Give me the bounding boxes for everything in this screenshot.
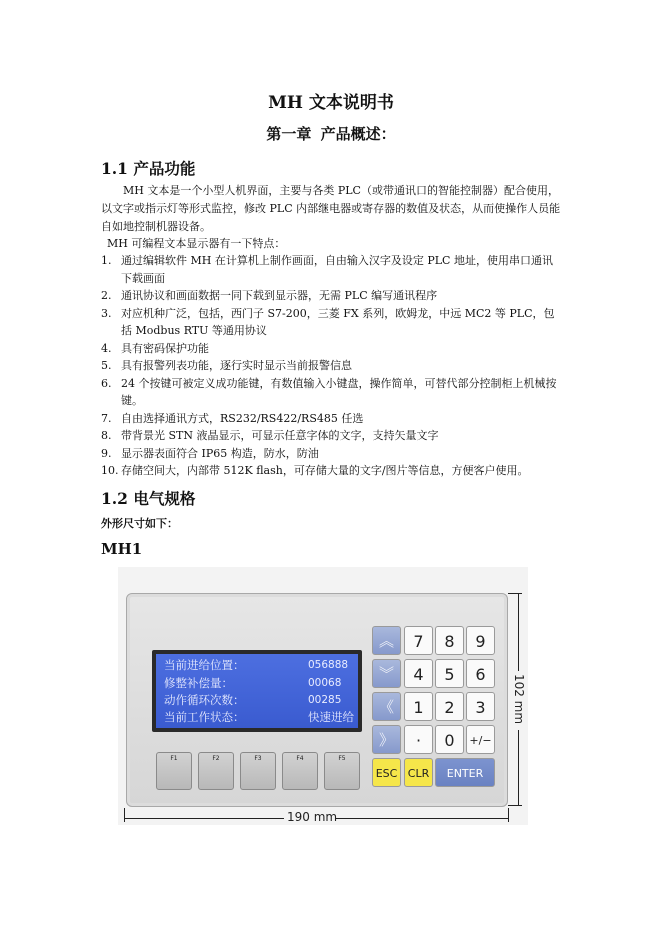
feature-number: 6.	[101, 376, 112, 390]
enter-key: ENTER	[435, 758, 495, 787]
key-7: 7	[404, 626, 433, 655]
f4-key: F4	[282, 752, 318, 790]
lcd-row	[164, 657, 354, 673]
key-6: 6	[466, 659, 495, 688]
feature-number: 3.	[101, 306, 112, 320]
lcd-value: 快速进给	[308, 710, 354, 724]
feature-text: 显示器表面符合 IP65 构造，防水，防油	[121, 446, 319, 460]
key-4: 4	[404, 659, 433, 688]
lcd-label: 当前工作状态：	[164, 710, 245, 724]
feature-item	[101, 410, 563, 428]
lcd-label: 修整补偿量：	[164, 676, 233, 690]
f5-key: F5	[324, 752, 360, 790]
feature-text: 具有密码保护功能	[121, 341, 209, 355]
feature-item	[101, 462, 563, 480]
key-1: 1	[404, 692, 433, 721]
left-arrow-key: 《	[372, 692, 401, 721]
height-dim-line-bottom	[518, 730, 519, 805]
key-9: 9	[466, 626, 495, 655]
height-dimension-label: 102 mm	[512, 673, 526, 725]
feature-item	[101, 340, 563, 358]
feature-list	[101, 252, 563, 480]
lcd-value: 056888	[308, 659, 349, 671]
doc-title: MH 文本说明书	[268, 93, 394, 113]
intro-paragraph: MH 文本是一个小型人机界面，主要与各类 PLC（或带通讯口的智能控制器）配合使用，以文字或指示灯等形式监控，修改 PLC 内部继电器或寄存器的数值及状态，从而使操作人员能自如地控制机器设备。	[101, 184, 561, 233]
lcd-row	[164, 692, 354, 708]
feature-number: 9.	[101, 446, 112, 460]
lcd-value: 00068	[308, 677, 342, 689]
feature-text: 自由选择通讯方式，RS232/RS422/RS485 任选	[121, 411, 364, 425]
f1-key: F1	[156, 752, 192, 790]
feature-item	[101, 305, 563, 340]
feature-item	[101, 287, 563, 305]
width-dim-tick-left	[124, 808, 125, 822]
lcd-label: 动作循环次数：	[164, 693, 245, 707]
key-3: 3	[466, 692, 495, 721]
outline-label: 外形尺寸如下：	[101, 517, 178, 530]
width-dimension-label: 190 mm	[287, 810, 338, 824]
feature-text: 对应机种广泛，包括，西门子 S7-200，三菱 FX 系列，欧姆龙，中远 MC2 等 PLC，包括 Modbus RTU 等通用协议	[121, 306, 555, 337]
key-5: 5	[435, 659, 464, 688]
lcd-row	[164, 675, 354, 691]
height-dim-tick-top	[508, 593, 522, 594]
key-8: 8	[435, 626, 464, 655]
lcd-row	[164, 709, 354, 725]
lcd-value: 00285	[308, 694, 342, 706]
feature-item	[101, 427, 563, 445]
f2-key: F2	[198, 752, 234, 790]
feature-number: 8.	[101, 429, 112, 442]
feature-number: 1.	[101, 254, 112, 267]
feature-number: 5.	[101, 359, 112, 372]
lcd-label: 当前进给位置：	[164, 658, 245, 672]
lcd-screen	[156, 654, 358, 728]
features-lead: MH 可编程文本显示器有一下特点：	[107, 237, 286, 250]
section-1-2-heading: 1.2 电气规格	[101, 489, 196, 508]
width-dim-tick-right	[508, 808, 509, 822]
feature-item	[101, 252, 563, 287]
feature-number: 4.	[101, 341, 112, 355]
keypad	[372, 626, 494, 790]
dot-key: ·	[404, 725, 433, 754]
width-dim-line-right	[336, 818, 508, 819]
feature-item	[101, 445, 563, 463]
feature-number: 2.	[101, 289, 112, 302]
feature-text: 通过编辑软件 MH 在计算机上制作画面，自由输入汉字及设定 PLC 地址，使用串口通讯下载画面	[121, 254, 553, 285]
key-0: 0	[435, 725, 464, 754]
feature-text: 存储空间大，内部带 512K flash，可存储大量的文字/图片等信息，方便客户使用。	[121, 464, 529, 477]
chapter-heading: 第一章 产品概述：	[266, 125, 396, 143]
sign-key: +/−	[466, 725, 495, 754]
feature-text: 通讯协议和画面数据一同下载到显示器，无需 PLC 编写通讯程序	[121, 289, 438, 302]
section-1-1-heading: 1.1 产品功能	[101, 159, 196, 178]
feature-number: 7.	[101, 411, 112, 425]
feature-text: 具有报警列表功能，逐行实时显示当前报警信息	[121, 359, 352, 372]
feature-number: 10.	[101, 464, 119, 477]
f3-key: F3	[240, 752, 276, 790]
model-label: MH1	[101, 540, 143, 558]
down-arrow-key: ︾	[372, 659, 401, 688]
up-arrow-key: ︽	[372, 626, 401, 655]
width-dim-line-left	[124, 818, 284, 819]
right-arrow-key: 》	[372, 725, 401, 754]
clr-key: CLR	[404, 758, 433, 787]
esc-key: ESC	[372, 758, 401, 787]
height-dim-line-top	[518, 593, 519, 671]
height-dim-tick-bottom	[508, 805, 522, 806]
feature-item	[101, 357, 563, 375]
feature-text: 带背景光 STN 液晶显示，可显示任意字体的文字，支持矢量文字	[121, 429, 439, 442]
key-2: 2	[435, 692, 464, 721]
feature-text: 24 个按键可被定义成功能键，有数值输入小键盘，操作简单，可替代部分控制柜上机械按键。	[121, 376, 557, 407]
feature-item	[101, 375, 563, 410]
